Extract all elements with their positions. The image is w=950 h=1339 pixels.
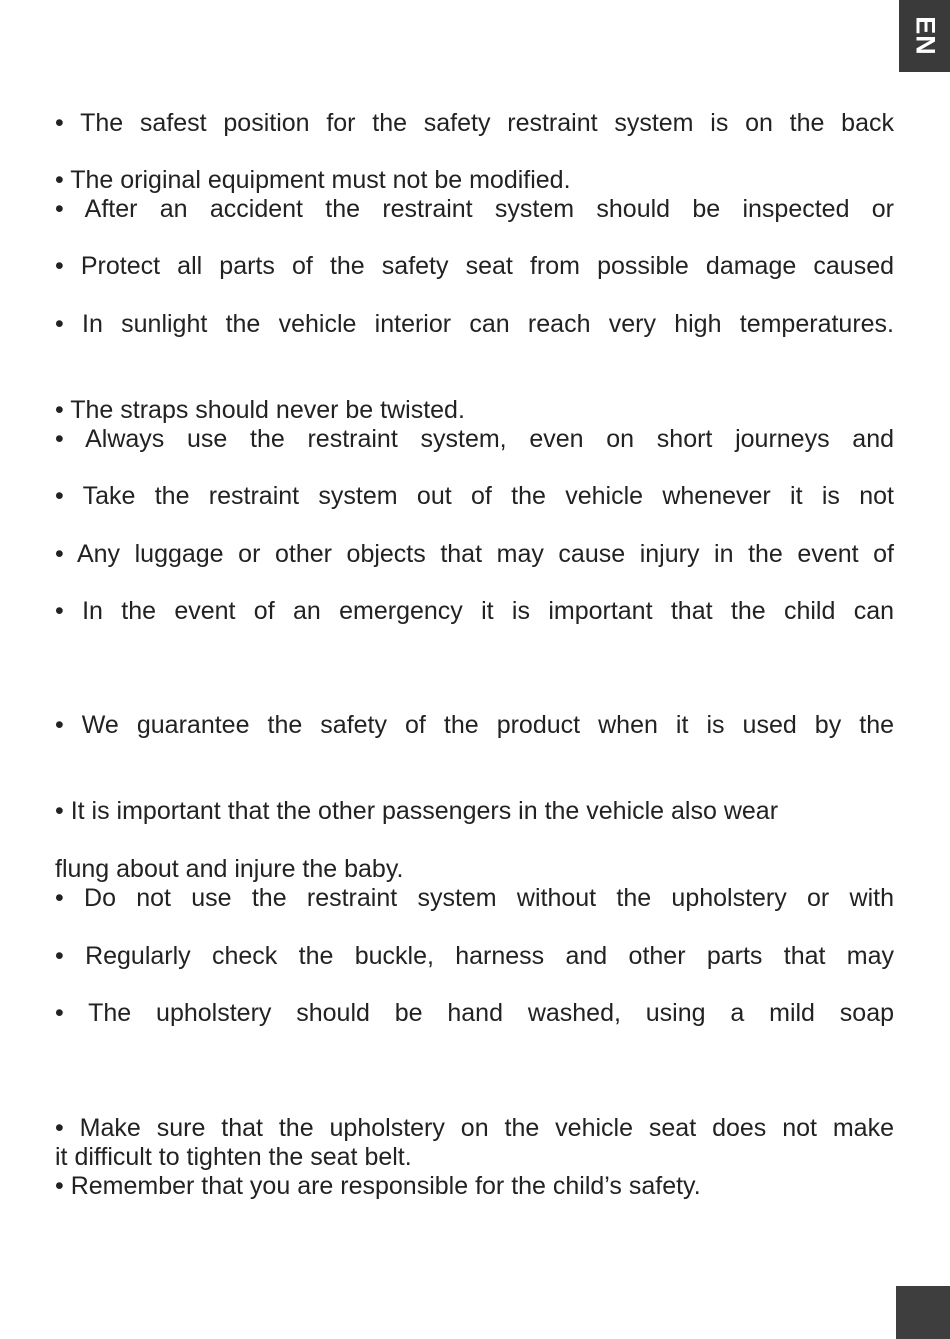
bullet-line: • Regularly check the buckle, harness and other parts that may [55, 942, 894, 970]
bullet-line: • In sunlight the vehicle interior can reach very high temperatures. [55, 310, 894, 338]
bullet-line: • We guarantee the safety of the product when it is used by the [55, 711, 894, 739]
bullet-line: • The safest position for the safety restraint system is on the back [55, 109, 894, 137]
language-label: EN [910, 16, 940, 56]
bullet-line: • Always use the restraint system, even on short journeys and [55, 425, 894, 453]
bullet-line: • Take the restraint system out of the vehicle whenever it is not [55, 482, 894, 510]
bullet-line: • The upholstery should be hand washed, using a mild soap [55, 999, 894, 1027]
text-line: it difficult to tighten the seat belt. [55, 1143, 412, 1171]
language-tab [899, 0, 950, 72]
bullet-line: • In the event of an emergency it is important that the child can [55, 597, 894, 625]
bullet-line: • After an accident the restraint system should be inspected or [55, 195, 894, 223]
bullet-line: • Any luggage or other objects that may cause injury in the event of [55, 540, 894, 568]
page-corner-marker [896, 1286, 950, 1339]
bullet-line: • The original equipment must not be modified. [55, 166, 571, 194]
bullet-line: • Protect all parts of the safety seat from possible damage caused [55, 252, 894, 280]
bullet-line: • Remember that you are responsible for the child’s safety. [55, 1172, 701, 1200]
bullet-line: • It is important that the other passengers in the vehicle also wear [55, 797, 779, 825]
bullet-line: • The straps should never be twisted. [55, 396, 465, 424]
bullet-line: • Make sure that the upholstery on the vehicle seat does not make [55, 1114, 894, 1142]
text-line: flung about and injure the baby. [55, 855, 404, 883]
bullet-line: • Do not use the restraint system without the upholstery or with [55, 884, 894, 912]
